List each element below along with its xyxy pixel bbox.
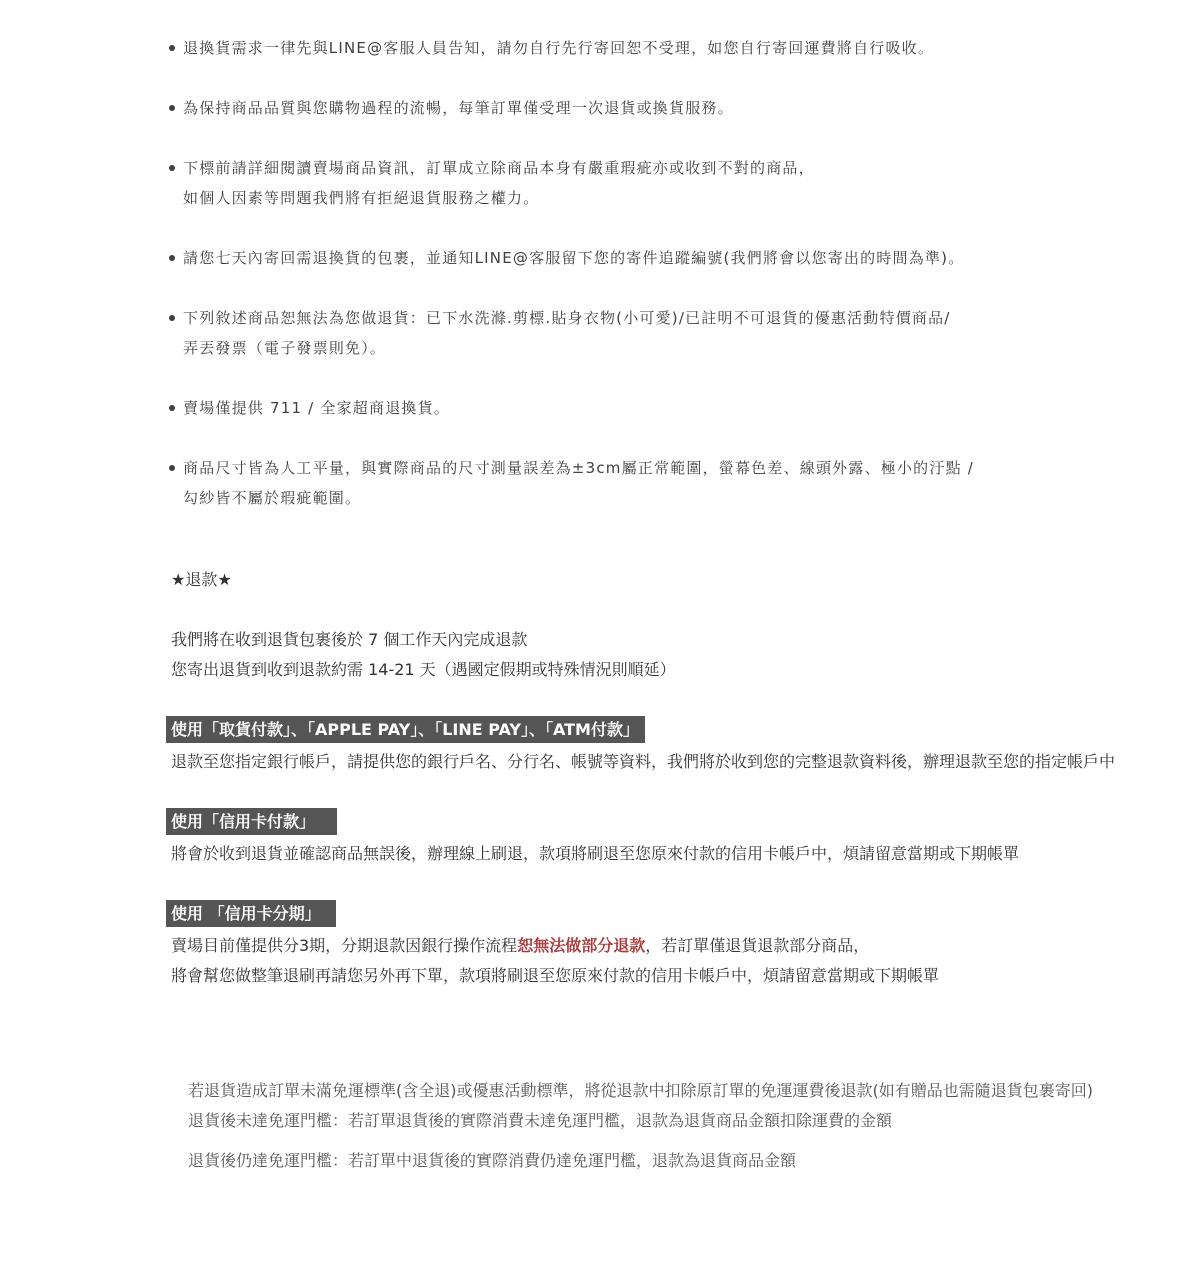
policy-text: 下標前請詳細閱讀賣場商品資訊，訂單成立除商品本身有嚴重瑕疵亦或收到不對的商品，: [183, 159, 815, 177]
refund-intro-line: 我們將在收到退貨包裹後於 7 個工作天內完成退款: [171, 630, 528, 649]
policy-text: 弄丟發票（電子發票則免）。: [183, 339, 387, 357]
cod-payment-block: [171, 715, 1191, 777]
refund-title: ★退款★: [171, 570, 232, 589]
policy-item: [166, 243, 1166, 273]
bullet-icon: [169, 405, 175, 411]
installment-desc-text: ，若訂單僅退貨退款部分商品，: [645, 936, 870, 955]
policy-text: 賣場僅提供 711 / 全家超商退換貨。: [183, 399, 450, 417]
bullet-icon: [169, 105, 175, 111]
return-policy-list: [166, 33, 1166, 543]
policy-text: 勾紗皆不屬於瑕疵範圍。: [183, 489, 362, 507]
no-partial-refund-highlight: 恕無法做部分退款: [517, 936, 646, 955]
policy-item: [166, 93, 1166, 123]
policy-item: [166, 393, 1166, 423]
threshold-note: 退貨後仍達免運門檻：若訂單中退貨後的實際消費仍達免運門檻，退款為退貨商品金額: [188, 1151, 797, 1170]
cod-payment-header: 使用「取貨付款」、「APPLE PAY」、「LINE PAY」、「ATM付款」: [166, 716, 645, 743]
policy-text: 商品尺寸皆為人工平量，與實際商品的尺寸測量誤差為±3cm屬正常範圍，螢幕色差、線頭外露、極小的汙點 /: [183, 459, 974, 477]
refund-intro-line: 您寄出退貨到收到退款約需 14-21 天（遇國定假期或特殊情況則順延）: [171, 660, 676, 679]
threshold-note: 若退貨造成訂單未滿免運標準(含全退)或優惠活動標準，將從退款中扣除原訂單的免運運費後退款(如有贈品也需隨退貨包裹寄回): [188, 1081, 1093, 1100]
refund-section: [171, 565, 1191, 1021]
installment-block: [171, 899, 1191, 991]
refund-intro: [171, 625, 1191, 685]
installment-desc: [171, 931, 1191, 961]
installment-desc-text: 賣場目前僅提供分3期，分期退款因銀行操作流程: [171, 936, 518, 955]
credit-card-header: 使用「信用卡付款」: [166, 808, 337, 835]
policy-item: [166, 303, 1166, 363]
policy-text: 下列敘述商品恕無法為您做退貨：已下水洗滌.剪標.貼身衣物(小可愛)/已註明不可退貨的優惠活動特價商品/: [183, 309, 951, 327]
cod-payment-desc: 退款至您指定銀行帳戶，請提供您的銀行戶名、分行名、帳號等資料，我們將於收到您的完整退款資料後，辦理退款至您的指定帳戶中: [171, 752, 1116, 771]
policy-text: 請您七天內寄回需退換貨的包裹，並通知LINE@客服留下您的寄件追蹤編號(我們將會以您寄出的時間為準)。: [183, 249, 965, 267]
policy-text: 退換貨需求一律先與LINE@客服人員告知，請勿自行先行寄回恕不受理，如您自行寄回運費將自行吸收。: [183, 39, 935, 57]
policy-text: 為保持商品品質與您購物過程的流暢，每筆訂單僅受理一次退貨或換貨服務。: [183, 99, 734, 117]
installment-header: 使用 「信用卡分期」: [166, 900, 336, 927]
shipping-threshold-notes: [188, 1076, 1188, 1176]
policy-item: [166, 453, 1166, 513]
credit-card-desc: 將會於收到退貨並確認商品無誤後，辦理線上刷退，款項將刷退至您原來付款的信用卡帳戶中，煩請留意當期或下期帳單: [171, 844, 1020, 863]
bullet-icon: [169, 315, 175, 321]
bullet-icon: [169, 255, 175, 261]
threshold-note: 退貨後未達免運門檻：若訂單退貨後的實際消費未達免運門檻，退款為退貨商品金額扣除運費的金額: [188, 1111, 893, 1130]
policy-item: [166, 33, 1166, 63]
policy-item: [166, 153, 1166, 213]
credit-card-block: [171, 807, 1191, 869]
policy-text: 如個人因素等問題我們將有拒絕退貨服務之權力。: [183, 189, 540, 207]
bullet-icon: [169, 165, 175, 171]
installment-desc-line2: 將會幫您做整筆退刷再請您另外再下單，款項將刷退至您原來付款的信用卡帳戶中，煩請留意當期或下期帳單: [171, 966, 940, 985]
bullet-icon: [169, 45, 175, 51]
bullet-icon: [169, 465, 175, 471]
